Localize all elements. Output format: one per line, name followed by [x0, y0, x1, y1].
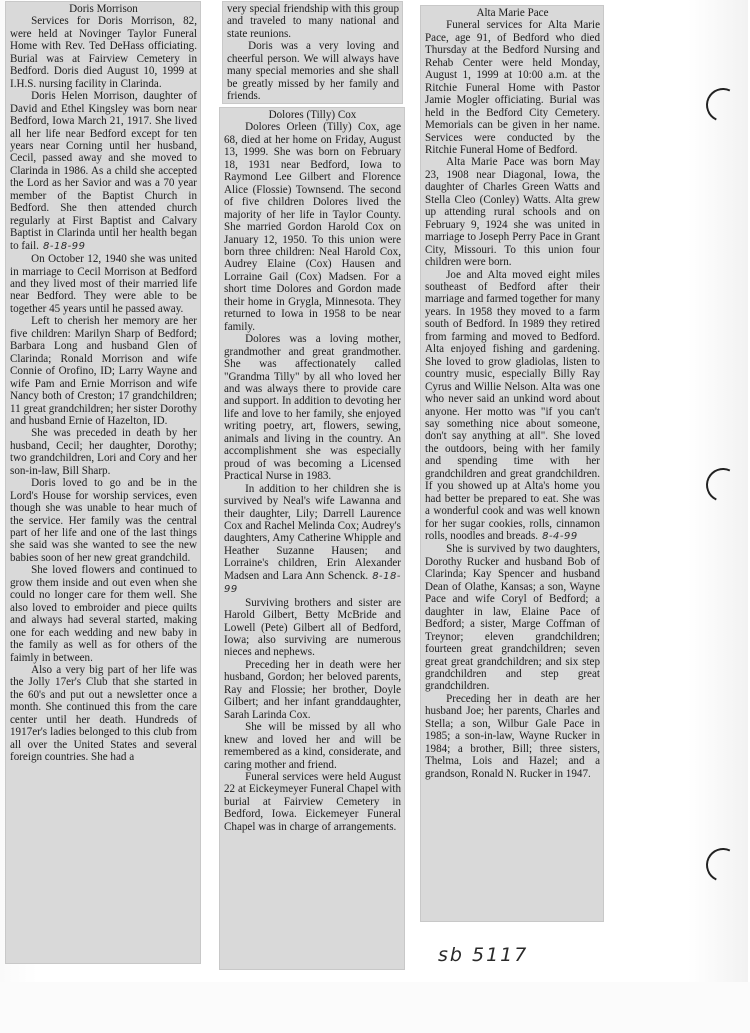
obituary-title: Alta Marie Pace — [476, 7, 549, 19]
obituary-paragraph — [10, 90, 197, 253]
handwritten-date-note: 8-4-99 — [542, 531, 578, 543]
obituary-paragraph: Services for Doris Morrison, 82, were held at Novinger Taylor Funeral Home with Rev. Ted DeHass officiating. Burial was at Fairview Cemetery in Bedford. Doris died August 10, 1999 at I.H.S. nursing facility in Clarinda. — [10, 15, 197, 90]
obituary-title: Doris Morrison — [69, 3, 138, 15]
obituary-doris-morrison — [5, 1, 201, 964]
obituary-paragraph: Funeral services for Alta Marie Pace, age 91, of Bedford who died Thursday at the Bedford Nursing and Rehab Center were held Monday, August 1, 1999 at 10:00 a.m. at the Ritchie Funeral Home with Pastor Jamie Mogler officiating. Burial was held in the Bedford City Cemetery. Memorials can be given in her name. Services were conducted by the Ritchie Funeral Home of Bedford. — [425, 19, 600, 156]
obituary-paragraph: She loved flowers and continued to grow them inside and out even when she could no longer care for them well. She also loved to embroider and piece quilts and always had several started, making one for each wedding and new baby in the family as well as for others of the faimly in between. — [10, 564, 197, 664]
obituary-paragraph: Alta Marie Pace was born May 23, 1908 near Diagonal, Iowa, the daughter of Charles Green Watts and Stella Cleo (Conley) Watts. Alta grew up attending rural schools and on February 9, 1924 she was united in marriage to Joseph Perry Pace in Grant City, Missouri. To this union four children were born. — [425, 156, 600, 269]
obituary-paragraph: She was preceded in death by her husband, Cecil; her daughter, Dorothy; two grandchildren, Lori and Cory and her son-in-law, Bill Sharp. — [10, 427, 197, 477]
obituary-paragraph: Dolores Orleen (Tilly) Cox, age 68, died at her home on Friday, August 13, 1999. She was born on February 18, 1931 near Bedford, Iowa to Raymond Lee Gilbert and Florence Alice (Flossie) Townsend. The second of five children Dolores lived the majority of her life in Taylor County. She married Gordon Harold Cox on January 12, 1950. To this union were born three children: Neal Harold Cox, Audrey Elaine (Cox) Hausen and Lorraine Gail (Cox) Madsen. For a short time Dolores and Gordon made their home in Grygla, Minnesota. They returned to Iowa in 1958 to be near family. — [224, 121, 401, 333]
page-bottom-margin — [0, 982, 750, 1033]
obituary-paragraph: She is survived by two daughters, Dorothy Rucker and husband Bob of Clarinda; Kay Spencer and husband Dean of Olathe, Kansas; a son, Wayne Pace and wife Coryl of Bedford; a daughter in law, Elaine Pace of Bedford; a sister, Marge Coffman of Treynor; eleven grandchildren; fourteen great grandchildren; seven great great grandchildren; and six step grandchildren and step great grandchildren. — [425, 543, 600, 693]
obituary-paragraph: Funeral services were held August 22 at Eickeymeyer Funeral Chapel with burial at Fairview Cemetery in Bedford, Iowa. Eickemeyer Funeral Chapel was in charge of arrangements. — [224, 771, 401, 833]
obituary-paragraph: On October 12, 1940 she was united in marriage to Cecil Morrison at Bedford and they lived most of their married life near Bedford. They were able to be together 45 years until he passed away. — [10, 253, 197, 315]
obituary-paragraph — [224, 483, 401, 597]
obituary-paragraph-text: Doris Helen Morrison, daughter of David and Ethel Kingsley was born near Bedford, Iowa March 21, 1917. She lived all her life near Bedford except for ten years near Corning until her husband, Cecil, passed away and she moved to Clarinda in 1986. As a child she accepted the Lord as her Savior and was a 70 year member of the Baptist Church in Bedford. She then attended church regularly at First Baptist and Calvary Baptist in Clarinda until her health began to fail. — [10, 90, 197, 252]
obituary-alta-marie-pace — [420, 5, 604, 922]
obituary-paragraph: Doris loved to go and be in the Lord's House for worship services, even though she was unable to hear much of the service. Her family was the central part of her life and one of the last things she said was she wanted to see the new babies soon of her new great grandchild. — [10, 477, 197, 564]
obituary-paragraph: Also a very big part of her life was the Jolly 17er's Club that she started in the 60's and put out a newsletter once a month. She continued this from the care center until her death. Hundreds of 1917er's ladies belonged to this club from all over the United States and several foreign countries. She had a — [10, 664, 197, 764]
obituary-paragraph-text: In addition to her children she is survived by Neal's wife Lawanna and their daughter, Lily; Darrell Laurence Cox and Rachel Melinda Cox; Audrey's daughters, Amy Catherine Whipple and Heather Suzanne Hausen; and Lorraine's children, Erin Alexander Madsen and Lara Ann Schenck. — [224, 482, 401, 582]
obituary-paragraph: She will be missed by all who knew and loved her and will be remembered as a kind, considerate, and caring mother and friend. — [224, 721, 401, 771]
obituary-title: Dolores (Tilly) Cox — [268, 109, 357, 121]
obituary-dolores-cox — [219, 107, 405, 970]
obituary-paragraph-text: Joe and Alta moved eight miles southeast of Bedford after their marriage and farmed together for many years. In 1958 they moved to a farm south of Bedford. In 1989 they retired from farming and moved to Bedford. Alta enjoyed fishing and gardening. She loved to grow gladiolas, listen to country music, especially Billy Ray Cyrus and Willie Nelson. Alta was one who never said an unkind word about anyone. Her motto was "if you can't say something nice about someone, don't say anything at all". She loved the outdoors, being with her family and spending time with her grandchildren and great grandchildren. If you showed up at Alta's home you had better be prepared to eat. She was a wonderful cook and was well known for her sugar cookies, rolls, cinnamon rolls, noodles and breads. — [425, 268, 600, 543]
obituary-paragraph — [425, 269, 600, 544]
obituary-paragraph: Doris was a very loving and cheerful person. We will always have many special memories and she shall be greatly missed by her family and friends. — [227, 40, 399, 103]
obituary-doris-morrison-continued — [222, 1, 403, 104]
handwritten-sheet-number: sb 5117 — [438, 944, 529, 966]
obituary-paragraph: Preceding her in death were her husband, Gordon; her beloved parents, Ray and Flossie; her brother, Doyle Gilbert; and her infant granddaughter, Sarah Larinda Cox. — [224, 658, 401, 721]
obituary-paragraph: very special friendship with this group and traveled to many national and state reunions. — [227, 3, 399, 40]
obituary-paragraph: Preceding her in death are her husband Joe; her parents, Charles and Stella; a son, Wilbur Gale Pace in 1985; a son-in-law, Wayne Rucker in 1984; a brother, Bill; three sisters, Thelma, Lois and Hazel; and a grandson, Ronald N. Rucker in 1947. — [425, 692, 600, 780]
obituary-paragraph: Left to cherish her memory are her five children: Marilyn Sharp of Bedford; Barbara Long and husband Glen of Clarinda; Ronald Morrison and wife Connie of Orofino, ID; Larry Wayne and wife Pam and Ernie Morrison and wife Nancy both of Creston; 17 grandchildren; 11 great grandchildren; her sister Dorothy and husband Ernie of Hazelton, ID. — [10, 315, 197, 427]
obituary-paragraph: Dolores was a loving mother, grandmother and great grandmother. She was affectionately called "Grandma Tilly" by all who loved her and was always there to provide care and support. In addition to devoting her life and love to her family, she enjoyed writing poetry, art, flowers, sewing, animals and living in the country. An accomplishment she was especially proud of was becoming a Licensed Practical Nurse in 1983. — [224, 333, 401, 483]
obituary-paragraph: Surviving brothers and sister are Harold Gilbert, Betty McBride and Lowell (Pete) Gilbert all of Bedford, Iowa; also surviving are numerous nieces and nephews. — [224, 596, 401, 659]
handwritten-date-note: 8-18-99 — [42, 240, 86, 252]
handwritten-date-note: 8-18-99 — [224, 570, 401, 596]
